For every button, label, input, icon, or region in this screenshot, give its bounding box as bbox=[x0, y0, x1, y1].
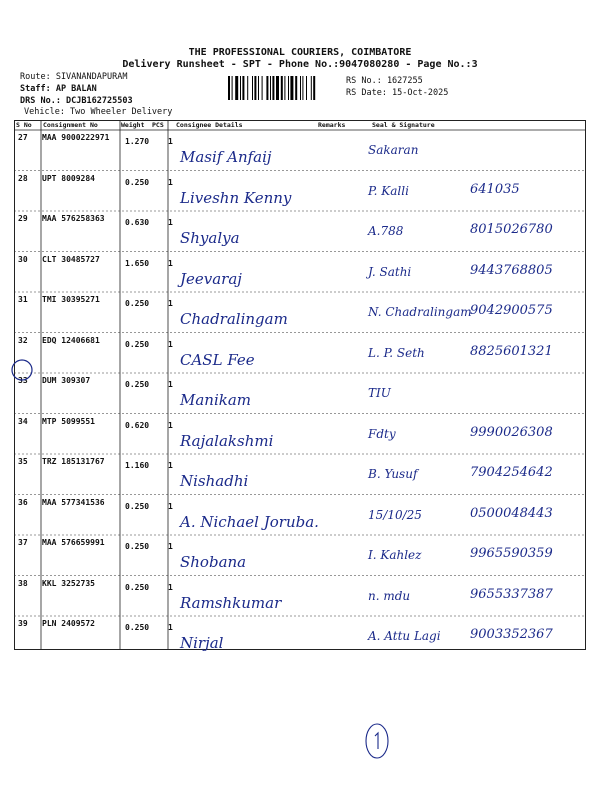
barcode-bar bbox=[266, 76, 268, 100]
vehicle-label: Vehicle: Two Wheeler Delivery bbox=[24, 107, 173, 117]
row-sno: 27 bbox=[18, 133, 28, 142]
row-weight: 0.250 bbox=[125, 501, 150, 511]
barcode-bar bbox=[270, 76, 271, 100]
row-consignment-no: MAA 577341536 bbox=[42, 497, 105, 507]
row-sno: 37 bbox=[18, 538, 28, 547]
row-weight: 1.270 bbox=[125, 137, 150, 146]
row-sno: 35 bbox=[18, 457, 28, 466]
row-sno: 28 bbox=[18, 173, 28, 183]
row-consignment-no: MTP 5099551 bbox=[42, 416, 95, 426]
barcode-bar bbox=[258, 76, 259, 100]
row-pcs: 1 bbox=[168, 420, 173, 430]
row-seal-signature: I. Kahlez bbox=[368, 548, 422, 562]
row-consignment-no: KKL 3252735 bbox=[42, 578, 95, 588]
col-weight: Weight bbox=[121, 121, 145, 129]
row-pcs: 1 bbox=[168, 623, 173, 632]
row-phone-handwritten: 9003352367 bbox=[470, 627, 553, 642]
row-consignee-signature: Ramshkumar bbox=[180, 593, 282, 612]
row-consignee-signature: Manikam bbox=[180, 391, 252, 409]
row-consignment-no: MAA 576659991 bbox=[42, 538, 105, 547]
barcode-image bbox=[228, 76, 342, 100]
row-seal-signature: n. mdu bbox=[368, 588, 411, 603]
row-seal-signature: B. Yusuf bbox=[368, 467, 418, 481]
row-sno: 31 bbox=[18, 295, 28, 304]
barcode-bar bbox=[313, 76, 315, 100]
row-phone-handwritten: 8825601321 bbox=[470, 343, 553, 359]
row-pcs: 1 bbox=[168, 582, 173, 592]
row-consignee-signature: Shyalya bbox=[180, 229, 240, 247]
row-phone-handwritten: 9965590359 bbox=[470, 546, 553, 561]
row-consignee-signature: Nishadhi bbox=[180, 472, 249, 490]
row-sno: 38 bbox=[18, 578, 28, 588]
row-sno: 34 bbox=[18, 416, 28, 426]
row-seal-signature: N. Chadralingam bbox=[368, 305, 472, 319]
row-weight: 0.250 bbox=[125, 582, 150, 592]
row-weight: 1.650 bbox=[125, 258, 150, 268]
rs-number: RS No.: 1627255 bbox=[346, 76, 423, 86]
row-pcs: 1 bbox=[168, 542, 173, 551]
row-seal-signature: L. P. Seth bbox=[368, 345, 425, 360]
row-sno: 39 bbox=[18, 619, 28, 628]
row-consignment-no: TRZ 185131767 bbox=[42, 457, 105, 466]
row-33-circle-mark bbox=[10, 358, 34, 382]
row-consignee-signature: Masif Anfaij bbox=[180, 148, 272, 166]
row-sno: 30 bbox=[18, 254, 28, 264]
row-weight: 0.250 bbox=[125, 299, 150, 308]
barcode-bar bbox=[290, 76, 293, 100]
row-seal-signature: A.788 bbox=[368, 224, 404, 238]
row-pcs: 1 bbox=[168, 380, 173, 389]
runsheet-title: Delivery Runsheet - SPT - Phone No.:9047080280 - Page No.:3 bbox=[122, 59, 478, 70]
row-consignment-no: UPT 8009284 bbox=[42, 173, 95, 183]
col-sno: S No bbox=[16, 121, 32, 129]
row-consignee-signature: Liveshn Kenny bbox=[180, 188, 292, 207]
barcode-bar bbox=[240, 76, 241, 100]
barcode-bar bbox=[284, 76, 285, 100]
row-sno: 29 bbox=[18, 214, 28, 223]
rs-date: RS Date: 15-Oct-2025 bbox=[346, 88, 449, 98]
row-weight: 0.620 bbox=[125, 420, 150, 430]
barcode-bar bbox=[254, 76, 256, 100]
row-weight: 0.630 bbox=[125, 218, 150, 227]
row-phone-handwritten: 641035 bbox=[470, 181, 520, 197]
row-phone-handwritten: 7904254642 bbox=[470, 465, 553, 480]
runsheet-table-grid bbox=[14, 120, 586, 650]
row-weight: 0.250 bbox=[125, 177, 150, 187]
row-phone-handwritten: 9042900575 bbox=[470, 303, 553, 318]
barcode-bar bbox=[242, 76, 244, 100]
row-consignee-signature: Nirjal bbox=[180, 634, 224, 652]
barcode-bar bbox=[288, 76, 289, 100]
col-consignment: Consignment No bbox=[43, 121, 98, 129]
row-consignment-no: PLN 2409572 bbox=[42, 619, 95, 628]
row-weight: 0.250 bbox=[125, 339, 150, 349]
barcode-bar bbox=[272, 76, 274, 100]
row-pcs: 1 bbox=[168, 218, 173, 227]
row-pcs: 1 bbox=[168, 501, 173, 511]
row-phone-handwritten: 0500048443 bbox=[470, 505, 553, 521]
row-consignment-no: CLT 30485727 bbox=[42, 254, 100, 264]
col-remarks: Remarks bbox=[318, 121, 346, 129]
barcode-bar bbox=[247, 76, 248, 100]
row-weight: 0.250 bbox=[125, 623, 150, 632]
row-consignee-signature: Chadralingam bbox=[180, 310, 288, 328]
barcode-bar bbox=[281, 76, 283, 100]
row-pcs: 1 bbox=[168, 339, 173, 349]
row-seal-signature: P. Kalli bbox=[368, 183, 409, 198]
row-consignment-no: DUM 309307 bbox=[42, 376, 91, 385]
row-consignment-no: TMI 30395271 bbox=[42, 295, 100, 304]
row-consignment-no: MAA 576258363 bbox=[42, 214, 105, 223]
barcode-bar bbox=[252, 76, 253, 100]
company-title: THE PROFESSIONAL COURIERS, COIMBATORE bbox=[188, 47, 412, 58]
row-sno: 32 bbox=[18, 335, 28, 345]
row-pcs: 1 bbox=[168, 299, 173, 308]
barcode-bar bbox=[228, 76, 230, 100]
row-sno: 33 bbox=[18, 376, 28, 385]
handwritten-one-circle bbox=[364, 722, 390, 760]
row-phone-handwritten: 9990026308 bbox=[470, 424, 553, 440]
row-consignee-signature: Jeevaraj bbox=[180, 269, 242, 288]
row-weight: 1.160 bbox=[125, 461, 150, 470]
row-weight: 0.250 bbox=[125, 380, 150, 389]
row-phone-handwritten: 8015026780 bbox=[470, 222, 553, 237]
row-seal-signature: Fdty bbox=[368, 426, 396, 441]
row-pcs: 1 bbox=[168, 177, 173, 187]
row-seal-signature: J. Sathi bbox=[368, 264, 412, 279]
row-pcs: 1 bbox=[168, 258, 173, 268]
col-consignee: Consignee Details bbox=[176, 121, 243, 129]
barcode-bar bbox=[300, 76, 301, 100]
row-consignment-no: MAA 9000222971 bbox=[42, 133, 110, 142]
drs-number: DRS No.: DCJB162725503 bbox=[20, 96, 133, 106]
row-pcs: 1 bbox=[168, 137, 173, 146]
barcode-bar bbox=[232, 76, 233, 100]
row-consignee-signature: A. Nichael Joruba. bbox=[180, 512, 319, 531]
row-seal-signature: 15/10/25 bbox=[368, 507, 422, 522]
col-seal: Seal & Signature bbox=[372, 121, 435, 129]
barcode-bar bbox=[235, 76, 238, 100]
barcode-bar bbox=[295, 76, 297, 100]
row-consignee-signature: Shobana bbox=[180, 553, 247, 571]
col-pcs: PCS bbox=[152, 121, 164, 129]
row-consignment-no: EDQ 12406681 bbox=[42, 335, 100, 345]
row-consignee-signature: CASL Fee bbox=[180, 350, 255, 369]
row-seal-signature: Sakaran bbox=[368, 143, 419, 157]
row-phone-handwritten: 9655337387 bbox=[470, 586, 553, 602]
barcode-bar bbox=[262, 76, 263, 100]
row-phone-handwritten: 9443768805 bbox=[470, 262, 553, 278]
staff-label: Staff: AP BALAN bbox=[20, 84, 97, 94]
barcode-bar bbox=[276, 76, 279, 100]
row-pcs: 1 bbox=[168, 461, 173, 470]
row-consignee-signature: Rajalakshmi bbox=[180, 431, 274, 450]
route-label: Route: SIVANANDAPURAM bbox=[20, 72, 128, 82]
barcode-bar bbox=[311, 76, 312, 100]
row-sno: 36 bbox=[18, 497, 28, 507]
barcode-bar bbox=[306, 76, 307, 100]
row-seal-signature: A. Attu Lagi bbox=[368, 629, 441, 643]
row-seal-signature: TIU bbox=[368, 386, 391, 400]
barcode-bar bbox=[302, 76, 303, 100]
row-weight: 0.250 bbox=[125, 542, 150, 551]
